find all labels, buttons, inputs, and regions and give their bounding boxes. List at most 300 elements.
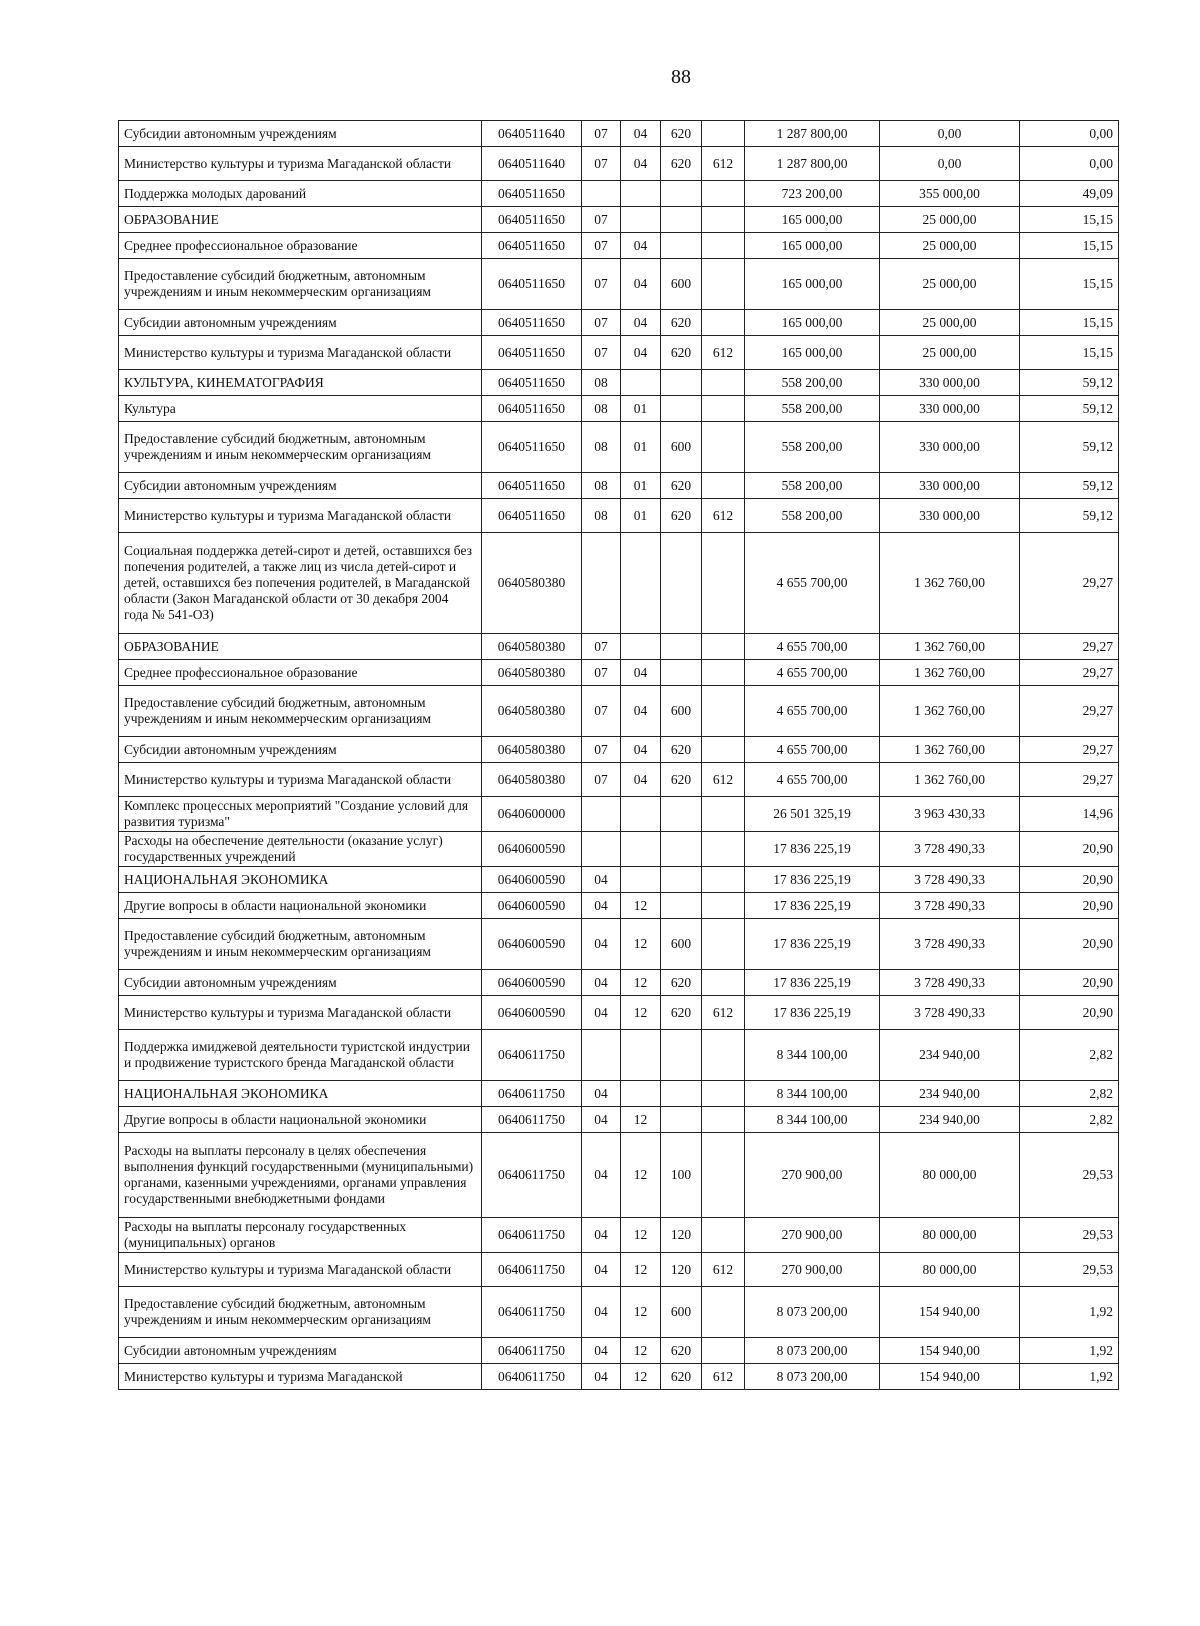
- row-target-code: 0640600590: [482, 970, 582, 996]
- row-execution-percent: 29,53: [1020, 1218, 1119, 1253]
- row-subsection: 04: [621, 336, 661, 370]
- row-execution-percent: 1,92: [1020, 1338, 1119, 1364]
- row-executed-amount: 154 940,00: [880, 1287, 1020, 1338]
- row-expense-type: 620: [661, 310, 702, 336]
- table-row: [119, 1107, 1119, 1133]
- row-expense-type: 620: [661, 1338, 702, 1364]
- row-target-code: 0640600000: [482, 797, 582, 832]
- row-target-code: 0640611750: [482, 1364, 582, 1390]
- row-department: [702, 1133, 745, 1218]
- row-name: Расходы на выплаты персоналу государственных (муниципальных) органов: [119, 1218, 482, 1253]
- row-expense-type: [661, 832, 702, 867]
- row-target-code: 0640600590: [482, 919, 582, 970]
- row-target-code: 0640511650: [482, 310, 582, 336]
- table-row: [119, 1364, 1119, 1390]
- table-row: [119, 1253, 1119, 1287]
- row-target-code: 0640611750: [482, 1133, 582, 1218]
- row-subsection: 04: [621, 686, 661, 737]
- table-row: [119, 1133, 1119, 1218]
- row-subsection: 12: [621, 1253, 661, 1287]
- row-name: Предоставление субсидий бюджетным, автономным учреждениям и иным некоммерческим организациям: [119, 686, 482, 737]
- row-planned-amount: 165 000,00: [745, 233, 880, 259]
- row-department: [702, 634, 745, 660]
- row-execution-percent: 29,53: [1020, 1253, 1119, 1287]
- row-execution-percent: 29,53: [1020, 1133, 1119, 1218]
- row-subsection: 12: [621, 1107, 661, 1133]
- row-target-code: 0640611750: [482, 1107, 582, 1133]
- row-planned-amount: 558 200,00: [745, 396, 880, 422]
- row-section: [582, 181, 621, 207]
- table-row: [119, 1338, 1119, 1364]
- row-execution-percent: 59,12: [1020, 396, 1119, 422]
- table-row: [119, 919, 1119, 970]
- row-name: Субсидии автономным учреждениям: [119, 121, 482, 147]
- row-name: Поддержка молодых дарований: [119, 181, 482, 207]
- table-row: [119, 121, 1119, 147]
- table-row: [119, 1030, 1119, 1081]
- row-subsection: 04: [621, 259, 661, 310]
- row-expense-type: 620: [661, 1364, 702, 1390]
- row-name: Поддержка имиджевой деятельности туристской индустрии и продвижение туристского бренда Магаданской области: [119, 1030, 482, 1081]
- row-expense-type: 120: [661, 1218, 702, 1253]
- row-section: 07: [582, 207, 621, 233]
- row-department: [702, 473, 745, 499]
- row-planned-amount: 4 655 700,00: [745, 763, 880, 797]
- row-section: 07: [582, 737, 621, 763]
- row-department: [702, 737, 745, 763]
- row-name: КУЛЬТУРА, КИНЕМАТОГРАФИЯ: [119, 370, 482, 396]
- row-target-code: 0640600590: [482, 832, 582, 867]
- row-section: 07: [582, 336, 621, 370]
- row-executed-amount: 25 000,00: [880, 310, 1020, 336]
- row-department: [702, 1081, 745, 1107]
- row-subsection: [621, 867, 661, 893]
- table-row: [119, 336, 1119, 370]
- row-execution-percent: 20,90: [1020, 970, 1119, 996]
- row-planned-amount: 270 900,00: [745, 1133, 880, 1218]
- row-executed-amount: 355 000,00: [880, 181, 1020, 207]
- row-expense-type: 620: [661, 336, 702, 370]
- row-expense-type: 620: [661, 737, 702, 763]
- row-target-code: 0640580380: [482, 660, 582, 686]
- row-planned-amount: 17 836 225,19: [745, 970, 880, 996]
- row-executed-amount: 3 728 490,33: [880, 832, 1020, 867]
- row-planned-amount: 17 836 225,19: [745, 832, 880, 867]
- row-target-code: 0640511650: [482, 422, 582, 473]
- row-executed-amount: 80 000,00: [880, 1133, 1020, 1218]
- row-execution-percent: 49,09: [1020, 181, 1119, 207]
- row-department: [702, 660, 745, 686]
- row-department: [702, 121, 745, 147]
- row-subsection: 04: [621, 121, 661, 147]
- row-expense-type: 620: [661, 763, 702, 797]
- row-department: [702, 1030, 745, 1081]
- row-department: [702, 919, 745, 970]
- row-planned-amount: 8 344 100,00: [745, 1107, 880, 1133]
- row-section: 04: [582, 893, 621, 919]
- row-expense-type: [661, 207, 702, 233]
- table-row: [119, 147, 1119, 181]
- row-subsection: 04: [621, 310, 661, 336]
- row-name: Среднее профессиональное образование: [119, 660, 482, 686]
- row-name: ОБРАЗОВАНИЕ: [119, 207, 482, 233]
- row-target-code: 0640511650: [482, 396, 582, 422]
- row-execution-percent: 0,00: [1020, 121, 1119, 147]
- table-row: [119, 996, 1119, 1030]
- row-subsection: 01: [621, 473, 661, 499]
- row-target-code: 0640611750: [482, 1081, 582, 1107]
- row-name: Министерство культуры и туризма Магаданской области: [119, 996, 482, 1030]
- row-execution-percent: 20,90: [1020, 919, 1119, 970]
- row-name: Предоставление субсидий бюджетным, автономным учреждениям и иным некоммерческим организациям: [119, 1287, 482, 1338]
- row-name: ОБРАЗОВАНИЕ: [119, 634, 482, 660]
- row-department: [702, 1107, 745, 1133]
- row-subsection: [621, 1081, 661, 1107]
- row-department: [702, 259, 745, 310]
- row-execution-percent: 59,12: [1020, 422, 1119, 473]
- row-planned-amount: 1 287 800,00: [745, 147, 880, 181]
- table-row: [119, 634, 1119, 660]
- row-planned-amount: 17 836 225,19: [745, 867, 880, 893]
- row-department: [702, 1338, 745, 1364]
- table-row: [119, 370, 1119, 396]
- row-name: Министерство культуры и туризма Магаданской области: [119, 1253, 482, 1287]
- row-executed-amount: 234 940,00: [880, 1030, 1020, 1081]
- row-execution-percent: 15,15: [1020, 310, 1119, 336]
- row-executed-amount: 330 000,00: [880, 396, 1020, 422]
- row-name: Министерство культуры и туризма Магаданской области: [119, 499, 482, 533]
- table-row: [119, 396, 1119, 422]
- row-section: 04: [582, 1364, 621, 1390]
- row-section: 08: [582, 422, 621, 473]
- row-department: [702, 832, 745, 867]
- row-section: 04: [582, 1253, 621, 1287]
- row-subsection: 12: [621, 970, 661, 996]
- row-expense-type: 620: [661, 147, 702, 181]
- row-section: [582, 533, 621, 634]
- table-row: [119, 499, 1119, 533]
- row-execution-percent: 29,27: [1020, 660, 1119, 686]
- row-executed-amount: 1 362 760,00: [880, 634, 1020, 660]
- row-planned-amount: 4 655 700,00: [745, 634, 880, 660]
- budget-table: [118, 120, 1119, 1390]
- table-row: [119, 867, 1119, 893]
- row-executed-amount: 3 728 490,33: [880, 919, 1020, 970]
- row-name: Предоставление субсидий бюджетным, автономным учреждениям и иным некоммерческим организациям: [119, 259, 482, 310]
- table-row: [119, 533, 1119, 634]
- row-expense-type: [661, 893, 702, 919]
- row-execution-percent: 59,12: [1020, 473, 1119, 499]
- row-planned-amount: 4 655 700,00: [745, 533, 880, 634]
- row-expense-type: [661, 1081, 702, 1107]
- row-executed-amount: 154 940,00: [880, 1364, 1020, 1390]
- row-expense-type: 600: [661, 259, 702, 310]
- row-executed-amount: 234 940,00: [880, 1107, 1020, 1133]
- row-expense-type: [661, 233, 702, 259]
- row-section: [582, 1030, 621, 1081]
- row-executed-amount: 3 963 430,33: [880, 797, 1020, 832]
- row-section: 04: [582, 1133, 621, 1218]
- row-target-code: 0640580380: [482, 533, 582, 634]
- table-row: [119, 660, 1119, 686]
- row-subsection: 04: [621, 147, 661, 181]
- row-section: 07: [582, 310, 621, 336]
- row-name: Комплекс процессных мероприятий "Создание условий для развития туризма": [119, 797, 482, 832]
- row-subsection: 01: [621, 422, 661, 473]
- row-section: 07: [582, 121, 621, 147]
- row-department: [702, 370, 745, 396]
- row-execution-percent: 15,15: [1020, 336, 1119, 370]
- row-name: Другие вопросы в области национальной экономики: [119, 1107, 482, 1133]
- table-row: [119, 763, 1119, 797]
- row-executed-amount: 3 728 490,33: [880, 893, 1020, 919]
- row-executed-amount: 1 362 760,00: [880, 660, 1020, 686]
- row-target-code: 0640511650: [482, 336, 582, 370]
- row-name: Министерство культуры и туризма Магаданской области: [119, 763, 482, 797]
- row-expense-type: 620: [661, 996, 702, 1030]
- row-subsection: 04: [621, 660, 661, 686]
- table-row: [119, 1287, 1119, 1338]
- row-department: [702, 207, 745, 233]
- row-subsection: 04: [621, 233, 661, 259]
- row-target-code: 0640611750: [482, 1218, 582, 1253]
- row-execution-percent: 20,90: [1020, 893, 1119, 919]
- row-subsection: 01: [621, 396, 661, 422]
- row-subsection: [621, 533, 661, 634]
- row-subsection: 04: [621, 737, 661, 763]
- row-section: [582, 832, 621, 867]
- row-expense-type: [661, 181, 702, 207]
- row-planned-amount: 8 073 200,00: [745, 1287, 880, 1338]
- row-subsection: [621, 1030, 661, 1081]
- row-subsection: 12: [621, 1287, 661, 1338]
- table-row: [119, 473, 1119, 499]
- row-name: Культура: [119, 396, 482, 422]
- row-section: 04: [582, 1081, 621, 1107]
- row-execution-percent: 15,15: [1020, 259, 1119, 310]
- row-execution-percent: 2,82: [1020, 1081, 1119, 1107]
- row-section: [582, 797, 621, 832]
- page-number: 88: [671, 66, 691, 88]
- row-expense-type: 600: [661, 919, 702, 970]
- row-department: [702, 396, 745, 422]
- row-department: [702, 867, 745, 893]
- row-planned-amount: 17 836 225,19: [745, 919, 880, 970]
- table-row: [119, 422, 1119, 473]
- row-expense-type: 600: [661, 422, 702, 473]
- row-expense-type: [661, 533, 702, 634]
- row-name: Другие вопросы в области национальной экономики: [119, 893, 482, 919]
- row-expense-type: [661, 370, 702, 396]
- row-section: 04: [582, 996, 621, 1030]
- row-department: 612: [702, 1364, 745, 1390]
- row-expense-type: [661, 797, 702, 832]
- table-row: [119, 1218, 1119, 1253]
- row-planned-amount: 8 073 200,00: [745, 1338, 880, 1364]
- row-planned-amount: 558 200,00: [745, 473, 880, 499]
- row-planned-amount: 270 900,00: [745, 1253, 880, 1287]
- row-planned-amount: 8 073 200,00: [745, 1364, 880, 1390]
- table-row: [119, 686, 1119, 737]
- row-executed-amount: 1 362 760,00: [880, 763, 1020, 797]
- row-section: 04: [582, 1287, 621, 1338]
- row-section: 04: [582, 867, 621, 893]
- row-planned-amount: 558 200,00: [745, 370, 880, 396]
- row-expense-type: 600: [661, 686, 702, 737]
- row-target-code: 0640511650: [482, 499, 582, 533]
- row-target-code: 0640511650: [482, 259, 582, 310]
- row-target-code: 0640580380: [482, 737, 582, 763]
- row-subsection: 12: [621, 1133, 661, 1218]
- row-subsection: 12: [621, 919, 661, 970]
- row-planned-amount: 26 501 325,19: [745, 797, 880, 832]
- table-row: [119, 737, 1119, 763]
- row-department: [702, 1287, 745, 1338]
- row-executed-amount: 1 362 760,00: [880, 737, 1020, 763]
- row-section: 07: [582, 686, 621, 737]
- row-execution-percent: 29,27: [1020, 737, 1119, 763]
- row-executed-amount: 25 000,00: [880, 233, 1020, 259]
- row-subsection: 01: [621, 499, 661, 533]
- row-planned-amount: 723 200,00: [745, 181, 880, 207]
- row-department: [702, 533, 745, 634]
- table-row: [119, 181, 1119, 207]
- row-execution-percent: 59,12: [1020, 499, 1119, 533]
- row-target-code: 0640580380: [482, 763, 582, 797]
- row-planned-amount: 17 836 225,19: [745, 893, 880, 919]
- row-executed-amount: 25 000,00: [880, 259, 1020, 310]
- row-department: 612: [702, 147, 745, 181]
- row-subsection: 12: [621, 1364, 661, 1390]
- row-execution-percent: 14,96: [1020, 797, 1119, 832]
- row-execution-percent: 2,82: [1020, 1030, 1119, 1081]
- row-planned-amount: 4 655 700,00: [745, 660, 880, 686]
- row-target-code: 0640600590: [482, 867, 582, 893]
- row-name: Министерство культуры и туризма Магаданской области: [119, 147, 482, 181]
- row-executed-amount: 1 362 760,00: [880, 686, 1020, 737]
- row-target-code: 0640511650: [482, 233, 582, 259]
- row-expense-type: 620: [661, 499, 702, 533]
- row-department: [702, 422, 745, 473]
- row-execution-percent: 29,27: [1020, 634, 1119, 660]
- row-executed-amount: 154 940,00: [880, 1338, 1020, 1364]
- row-name: Министерство культуры и туризма Магаданской: [119, 1364, 482, 1390]
- row-expense-type: 100: [661, 1133, 702, 1218]
- row-subsection: [621, 832, 661, 867]
- row-expense-type: [661, 867, 702, 893]
- table-row: [119, 259, 1119, 310]
- row-executed-amount: 3 728 490,33: [880, 996, 1020, 1030]
- row-subsection: 12: [621, 893, 661, 919]
- row-execution-percent: 2,82: [1020, 1107, 1119, 1133]
- row-execution-percent: 29,27: [1020, 763, 1119, 797]
- row-planned-amount: 8 344 100,00: [745, 1081, 880, 1107]
- row-target-code: 0640611750: [482, 1287, 582, 1338]
- row-name: Субсидии автономным учреждениям: [119, 737, 482, 763]
- row-planned-amount: 4 655 700,00: [745, 686, 880, 737]
- row-department: [702, 233, 745, 259]
- row-subsection: [621, 370, 661, 396]
- row-department: 612: [702, 336, 745, 370]
- row-section: 04: [582, 970, 621, 996]
- row-section: 07: [582, 233, 621, 259]
- row-expense-type: [661, 634, 702, 660]
- row-execution-percent: 29,27: [1020, 686, 1119, 737]
- row-section: 08: [582, 473, 621, 499]
- row-name: Предоставление субсидий бюджетным, автономным учреждениям и иным некоммерческим организациям: [119, 919, 482, 970]
- row-section: 04: [582, 919, 621, 970]
- row-executed-amount: 234 940,00: [880, 1081, 1020, 1107]
- row-section: 07: [582, 763, 621, 797]
- row-execution-percent: 20,90: [1020, 867, 1119, 893]
- row-planned-amount: 558 200,00: [745, 499, 880, 533]
- row-section: 04: [582, 1338, 621, 1364]
- row-section: 08: [582, 370, 621, 396]
- row-department: 612: [702, 1253, 745, 1287]
- table-row: [119, 832, 1119, 867]
- row-planned-amount: 165 000,00: [745, 310, 880, 336]
- row-name: Субсидии автономным учреждениям: [119, 310, 482, 336]
- row-execution-percent: 1,92: [1020, 1364, 1119, 1390]
- row-planned-amount: 4 655 700,00: [745, 737, 880, 763]
- row-subsection: 12: [621, 1218, 661, 1253]
- row-department: 612: [702, 499, 745, 533]
- row-target-code: 0640611750: [482, 1338, 582, 1364]
- row-planned-amount: 165 000,00: [745, 207, 880, 233]
- row-execution-percent: 20,90: [1020, 832, 1119, 867]
- row-executed-amount: 1 362 760,00: [880, 533, 1020, 634]
- table-row: [119, 233, 1119, 259]
- row-execution-percent: 15,15: [1020, 233, 1119, 259]
- row-expense-type: 620: [661, 121, 702, 147]
- row-name: Субсидии автономным учреждениям: [119, 473, 482, 499]
- row-execution-percent: 20,90: [1020, 996, 1119, 1030]
- row-target-code: 0640511650: [482, 207, 582, 233]
- row-executed-amount: 80 000,00: [880, 1253, 1020, 1287]
- row-executed-amount: 0,00: [880, 147, 1020, 181]
- row-name: НАЦИОНАЛЬНАЯ ЭКОНОМИКА: [119, 1081, 482, 1107]
- row-planned-amount: 558 200,00: [745, 422, 880, 473]
- row-target-code: 0640611750: [482, 1030, 582, 1081]
- row-name: Социальная поддержка детей-сирот и детей, оставшихся без попечения родителей, а также лиц из числа детей-сирот и детей, оставшихся без попечения родителей, в Магаданской области (Закон Магаданской области от 30 декабря 2004 года № 541-ОЗ): [119, 533, 482, 634]
- row-planned-amount: 17 836 225,19: [745, 996, 880, 1030]
- row-expense-type: 620: [661, 970, 702, 996]
- row-expense-type: [661, 396, 702, 422]
- row-name: Министерство культуры и туризма Магаданской области: [119, 336, 482, 370]
- row-executed-amount: 3 728 490,33: [880, 970, 1020, 996]
- row-section: 04: [582, 1107, 621, 1133]
- row-planned-amount: 165 000,00: [745, 259, 880, 310]
- row-section: 07: [582, 259, 621, 310]
- row-executed-amount: 25 000,00: [880, 207, 1020, 233]
- row-expense-type: [661, 1107, 702, 1133]
- row-execution-percent: 1,92: [1020, 1287, 1119, 1338]
- row-target-code: 0640611750: [482, 1253, 582, 1287]
- row-executed-amount: 330 000,00: [880, 473, 1020, 499]
- row-executed-amount: 3 728 490,33: [880, 867, 1020, 893]
- table-row: [119, 310, 1119, 336]
- row-department: [702, 797, 745, 832]
- row-executed-amount: 25 000,00: [880, 336, 1020, 370]
- row-name: Расходы на обеспечение деятельности (оказание услуг) государственных учреждений: [119, 832, 482, 867]
- row-department: [702, 686, 745, 737]
- row-execution-percent: 0,00: [1020, 147, 1119, 181]
- row-expense-type: 620: [661, 473, 702, 499]
- row-target-code: 0640511650: [482, 181, 582, 207]
- row-planned-amount: 270 900,00: [745, 1218, 880, 1253]
- table-row: [119, 207, 1119, 233]
- table-row: [119, 970, 1119, 996]
